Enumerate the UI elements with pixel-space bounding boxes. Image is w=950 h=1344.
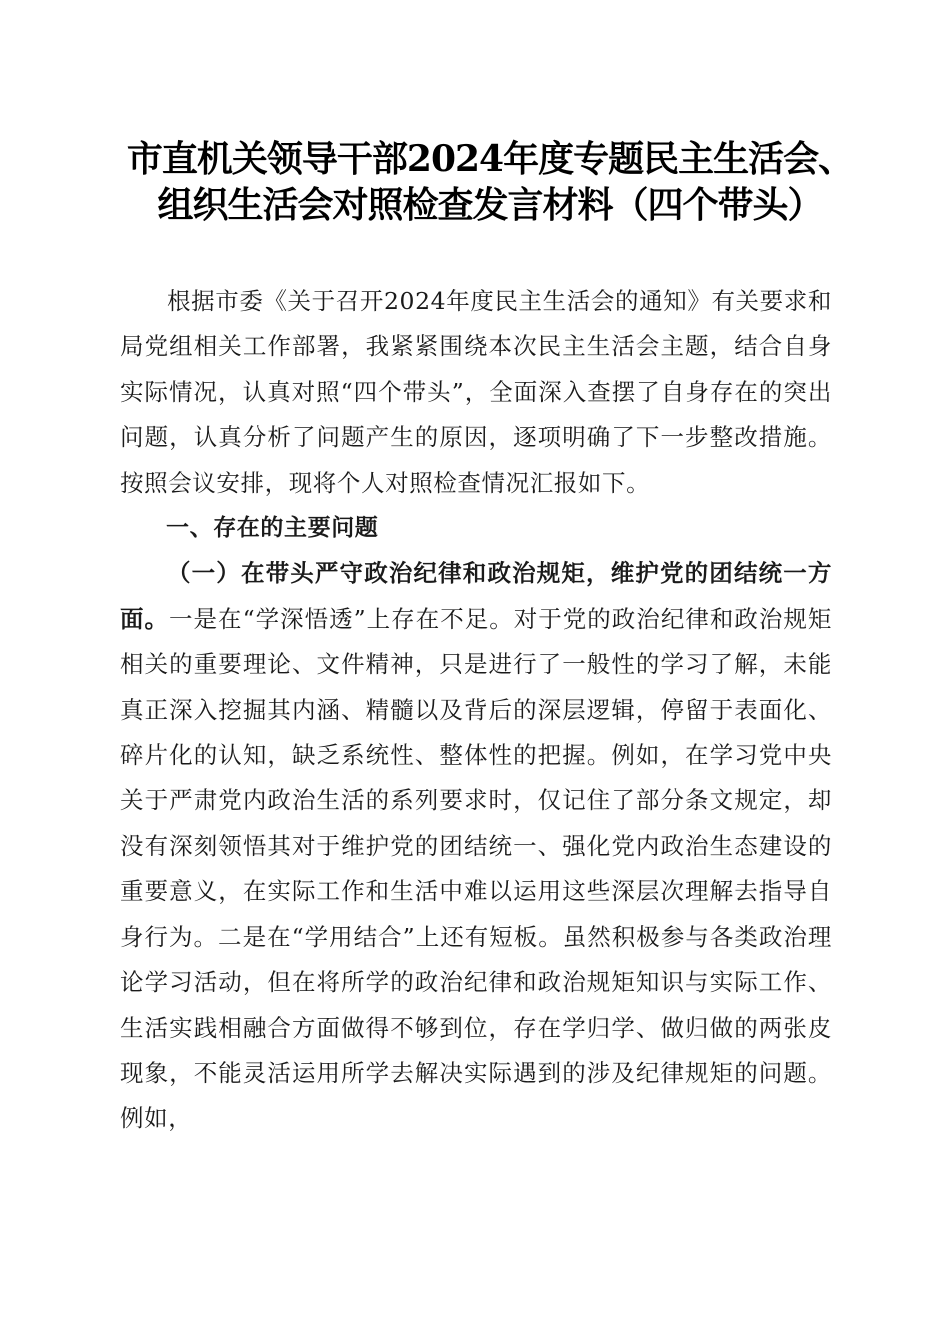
title-line-2: 组织生活会对照检查发言材料（四个带头） [157,184,823,226]
subsection-paragraph [120,551,832,1141]
intro-paragraph: 根据市委《关于召开2024年度民主生活会的通知》有关要求和局党组相关工作部署，我紧紧围绕本次民主生活会主题，结合自身实际情况，认真对照“四个带头”，全面深入查摆了自身存在的突出问题，认真分析了问题产生的原因，逐项明确了下一步整改措施。按照会议安排，现将个人对照检查情况汇报如下。 [120,287,832,497]
document-body [120,279,832,1142]
document-title [100,136,880,228]
subsection-heading: （一）在带头严守政治纪律和政治规矩，维护党的团结统一方面。 [120,559,832,633]
subsection-body: 一是在“学深悟透”上存在不足。对于党的政治纪律和政治规矩相关的重要理论、文件精神，只是进行了一般性的学习了解，未能真正深入挖掘其内涵、精髓以及背后的深层逻辑，停留于表面化、碎片化的认知，缺乏系统性、整体性的把握。例如，在学习党中央关于严肃党内政治生活的系列要求时，仅记住了部分条文规定，却没有深刻领悟其对于维护党的团结统一、强化党内政治生态建设的重要意义，在实际工作和生活中难以运用这些深层次理解去指导自身行为。二是在“学用结合”上还有短板。虽然积极参与各类政治理论学习活动，但在将所学的政治纪律和政治规矩知识与实际工作、生活实践相融合方面做得不够到位，存在学归学、做归做的两张皮现象，不能灵活运用所学去解决实际遇到的涉及纪律规矩的问题。例如， [120,604,833,1133]
title-line-1: 市直机关领导干部2024年度专题民主生活会、 [126,138,854,180]
section-heading-problems: 一、存在的主要问题 [166,515,379,542]
